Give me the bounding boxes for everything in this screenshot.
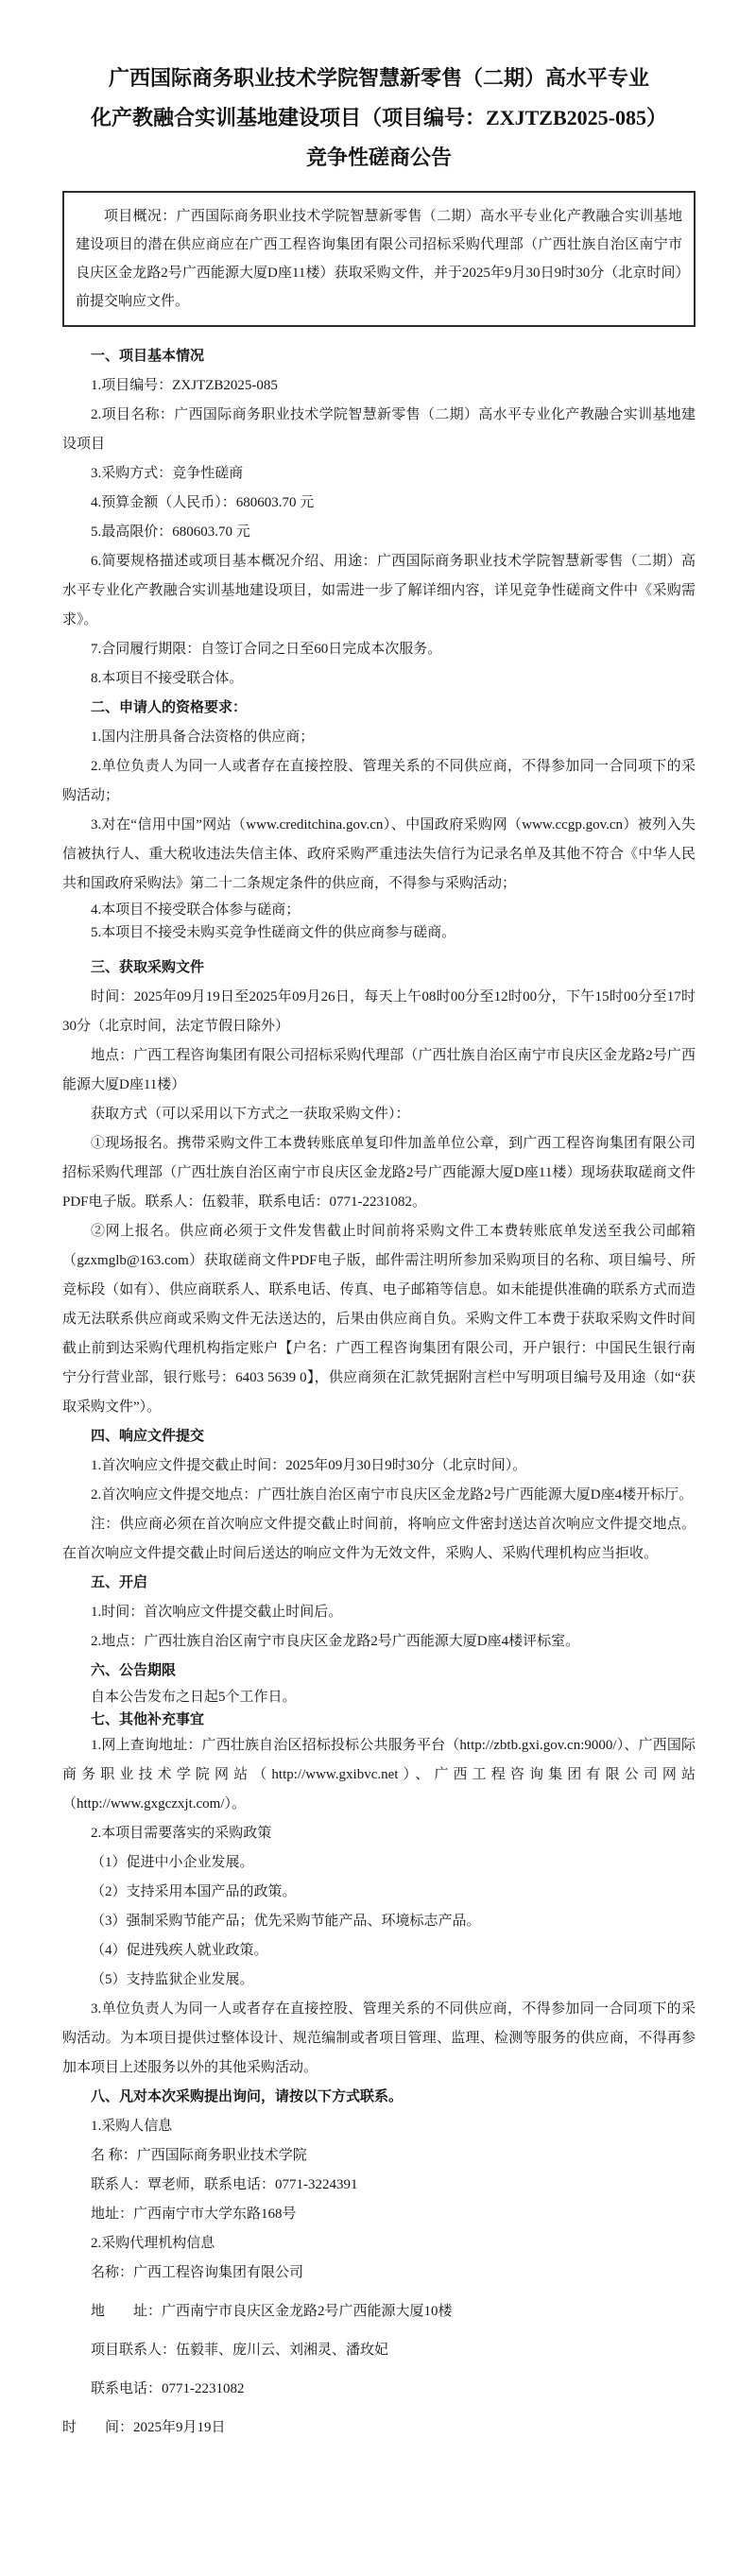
policy-item: （3）强制采购节能产品；优先采购节能产品、环境标志产品。 [91, 1914, 481, 1929]
section-obtain-documents [62, 953, 696, 1422]
section-other-heading: 七、其他补充事宜 [91, 1712, 205, 1727]
project-name: 2.项目名称：广西国际商务职业技术学院智慧新零售（二期）高水平专业化产教融合实训基地建设项目 [62, 407, 696, 452]
policy-item: （1）促进中小企业发展。 [91, 1855, 254, 1870]
qualification-item: 2.单位负责人为同一人或者存在直接控股、管理关系的不同供应商，不得参加同一合同项下的采购活动； [62, 759, 696, 803]
section-opening-heading: 五、开启 [91, 1575, 148, 1590]
agency-name: 名称：广西工程咨询集团有限公司 [91, 2265, 304, 2280]
document-title [62, 59, 696, 178]
obtain-methods-intro: 获取方式（可以采用以下方式之一获取采购文件）： [91, 1107, 410, 1122]
agency-contacts: 项目联系人：伍毅菲、庞川云、刘湘灵、潘玫妃 [91, 2343, 389, 2358]
brief-description: 6.简要规格描述或项目基本概况介绍、用途：广西国际商务职业技术学院智慧新零售（二期）高水平专业化产教融合实训基地建设项目，如需进一步了解详细内容，详见竞争性磋商文件中《采购需求》。 [62, 554, 696, 627]
same-person-restriction: 3.单位负责人为同一人或者存在直接控股、管理关系的不同供应商，不得参加同一合同项下的采购活动。为本项目提供过整体设计、规范编制或者项目管理、监理、检测等服务的供应商，不得再参加本项目上述服务以外的其他采购活动。 [62, 2001, 696, 2075]
agency-phone: 联系电话：0771-2231082 [91, 2381, 245, 2396]
section-opening [62, 1569, 696, 1657]
title-line-3: 竞争性磋商公告 [305, 146, 452, 169]
obtain-time: 时间：2025年09月19日至2025年09月26日，每天上午08时00分至12时00分，下午15时00分至17时30分（北京时间，法定节假日除外） [62, 989, 696, 1034]
purchaser-name: 名 称：广西国际商务职业技术学院 [91, 2148, 307, 2163]
agency-address: 地 址：广西南宁市良庆区金龙路2号广西能源大厦10楼 [91, 2304, 453, 2319]
section-basic-info-heading: 一、项目基本情况 [91, 349, 205, 364]
contract-period: 7.合同履行期限：自签订合同之日至60日完成本次服务。 [91, 642, 442, 657]
qualification-item: 1.国内注册具备合法资格的供应商； [91, 730, 315, 745]
announcement-date: 时 间：2025年9月19日 [62, 2420, 226, 2435]
purchaser-info-label: 1.采购人信息 [91, 2119, 173, 2134]
no-consortium-note: 8.本项目不接受联合体。 [91, 671, 244, 686]
opening-location: 2.地点：广西壮族自治区南宁市良庆区金龙路2号广西能源大厦D座4楼评标室。 [91, 1634, 580, 1649]
title-line-2: 化产教融合实训基地建设项目（项目编号：ZXJTZB2025-085） [91, 106, 667, 129]
section-obtain-heading: 三、获取采购文件 [91, 960, 205, 975]
section-response-submission [62, 1422, 696, 1569]
budget-amount: 4.预算金额（人民币）：680603.70 元 [91, 495, 315, 510]
section-announcement-period [62, 1657, 696, 1709]
qualification-item: 4.本项目不接受联合体参与磋商； [91, 902, 301, 918]
section-contact-heading: 八、凡对本次采购提出询问，请按以下方式联系。 [91, 2089, 404, 2104]
procurement-method: 3.采购方式：竞争性磋商 [91, 466, 244, 481]
obtain-method-onsite: ①现场报名。携带采购文件工本费转账底单复印件加盖单位公章，到广西工程咨询集团有限公司招标采购代理部（广西壮族自治区南宁市良庆区金龙路2号广西能源大厦D座11楼）现场获取磋商文件PDF电子版。联系人：伍毅菲，联系电话：0771-2231082。 [62, 1136, 696, 1210]
title-line-1: 广西国际商务职业技术学院智慧新零售（二期）高水平专业 [108, 66, 649, 90]
procurement-policy-intro: 2.本项目需要落实的采购政策 [91, 1826, 272, 1841]
purchaser-contact: 联系人：覃老师，联系电话：0771-3224391 [91, 2177, 358, 2192]
submission-location: 2.首次响应文件提交地点：广西壮族自治区南宁市良庆区金龙路2号广西能源大厦D座4楼开标厅。 [91, 1487, 694, 1503]
project-number: 1.项目编号：ZXJTZB2025-085 [91, 378, 278, 393]
qualification-item: 5.本项目不接受未购买竞争性磋商文件的供应商参与磋商。 [91, 925, 456, 940]
policy-item: （5）支持监狱企业发展。 [91, 1972, 254, 1987]
project-overview-text: 项目概况：广西国际商务职业技术学院智慧新零售（二期）高水平专业化产教融合实训基地建设项目的潜在供应商应在广西工程咨询集团有限公司招标采购代理部（广西壮族自治区南宁市良庆区金龙路2号广西能源大厦D座11楼）获取采购文件，并于2025年9月30日9时30分（北京时间）前提交响应文件。 [76, 209, 682, 309]
qualification-item: 3.对在“信用中国”网站（www.creditchina.gov.cn）、中国政府采购网（www.ccgp.gov.cn）被列入失信被执行人、重大税收违法失信主体、政府采购严重违法失信行为记录名单及其他不符合《中华人民共和国政府采购法》第二十二条规定条件的供应商，不得参与采购活动； [62, 817, 696, 891]
opening-time: 1.时间：首次响应文件提交截止时间后。 [91, 1605, 343, 1620]
obtain-location: 地点：广西工程咨询集团有限公司招标采购代理部（广西壮族自治区南宁市良庆区金龙路2号广西能源大厦D座11楼） [62, 1048, 696, 1092]
obtain-method-online: ②网上报名。供应商必须于文件发售截止时间前将采购文件工本费转账底单发送至我公司邮箱（gzxmglb@163.com）获取磋商文件PDF电子版，邮件需注明所参加采购项目的名称、项目编号、所竞标段（如有）、供应商联系人、联系电话、传真、电子邮箱等信息。如未能提供准确的联系方式而造成无法联系供应商或采购文件无法送达的，后果由供应商自负。采购文件工本费于获取采购文件时间截止前到达采购代理机构指定账户【户名：广西工程咨询集团有限公司，开户银行：中国民生银行南宁分行营业部，银行账号：6403 5639 0】，供应商须在汇款凭据附言栏中写明项目编号及用途（如“获取采购文件”）。 [62, 1224, 696, 1415]
project-overview-box [62, 191, 696, 327]
section-submission-heading: 四、响应文件提交 [91, 1429, 205, 1444]
section-contact-info [62, 2083, 696, 2443]
section-period-heading: 六、公告期限 [91, 1663, 177, 1678]
section-qualification-requirements [62, 694, 696, 944]
agency-info-label: 2.采购代理机构信息 [91, 2236, 215, 2251]
section-basic-info [62, 342, 696, 694]
policy-item: （4）促进残疾人就业政策。 [91, 1943, 268, 1958]
purchaser-address: 地址：广西南宁市大学东路168号 [91, 2207, 297, 2222]
section-other-matters [62, 1709, 696, 2083]
announcement-period-text: 自本公告发布之日起5个工作日。 [91, 1690, 297, 1705]
policy-item: （2）支持采用本国产品的政策。 [91, 1884, 297, 1899]
section-qualification-heading: 二、申请人的资格要求： [91, 700, 248, 715]
max-price: 5.最高限价：680603.70 元 [91, 524, 250, 540]
online-query-address: 1.网上查询地址：广西壮族自治区招标投标公共服务平台（http://zbtb.gxi.gov.cn:9000/）、广西国际商务职业技术学院网站（http://www.gxibvc.net）、广西工程咨询集团有限公司网站（http://www.gxgczxjt.com/）。 [62, 1738, 696, 1812]
submission-deadline: 1.首次响应文件提交截止时间：2025年09月30日9时30分（北京时间）。 [91, 1458, 527, 1473]
submission-note: 注：供应商必须在首次响应文件提交截止时间前，将响应文件密封送达首次响应文件提交地点。在首次响应文件提交截止时间后送达的响应文件为无效文件，采购人、采购代理机构应当拒收。 [62, 1517, 696, 1561]
